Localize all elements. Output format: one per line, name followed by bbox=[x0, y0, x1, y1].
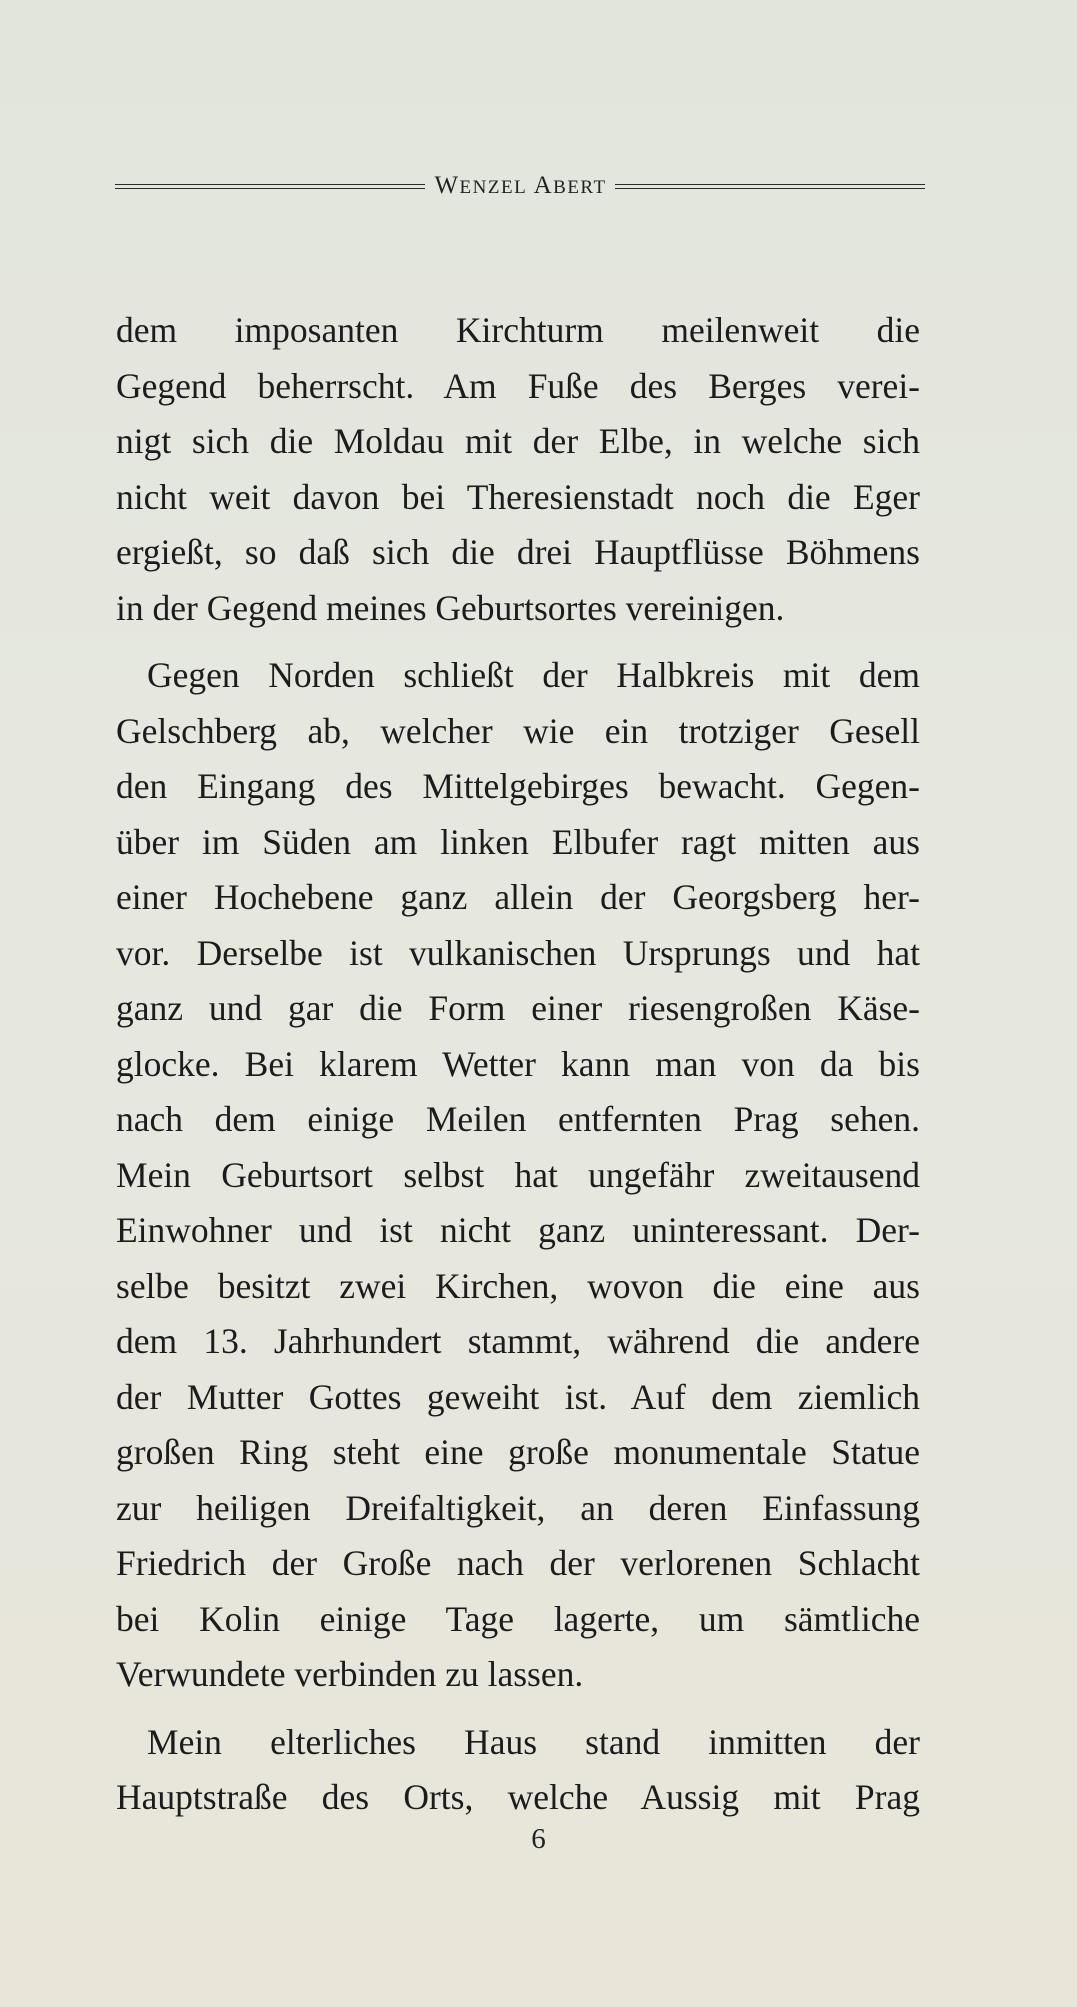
text-line: Gegen Norden schließt der Halbkreis mit dem bbox=[147, 655, 920, 695]
paragraph bbox=[116, 1715, 920, 1826]
text-line: großen Ring steht eine große monumentale Statue bbox=[116, 1432, 920, 1472]
text-line: Hauptstraße des Orts, welche Aussig mit Prag bbox=[116, 1777, 920, 1817]
text-line: über im Süden am linken Elbufer ragt mitten aus bbox=[116, 821, 920, 862]
text-line: den Eingang des Mittelgebirges bewacht. Gegen- bbox=[116, 766, 920, 806]
paragraph bbox=[116, 303, 920, 636]
header-rule-right bbox=[615, 184, 925, 189]
text-line: vor. Derselbe ist vulkanischen Ursprungs und hat bbox=[116, 932, 920, 973]
text-line: Mein elterliches Haus stand inmitten der bbox=[147, 1721, 920, 1762]
text-line: Verwundete verbinden zu lassen. bbox=[116, 1654, 584, 1694]
text-line: Gegend beherrscht. Am Fuße des Berges verei- bbox=[116, 365, 920, 406]
text-line: der Mutter Gottes geweiht ist. Auf dem ziemlich bbox=[116, 1376, 920, 1417]
text-line: nicht weit davon bei Theresienstadt noch die Eger bbox=[116, 476, 920, 517]
running-head-author: WENZEL ABERT bbox=[434, 172, 607, 199]
text-line: zur heiligen Dreifaltigkeit, an deren Einfassung bbox=[116, 1487, 920, 1528]
text-line: ganz und gar die Form einer riesengroßen Käse- bbox=[116, 988, 920, 1028]
text-line: in der Gegend meines Geburtsortes vereinigen. bbox=[116, 587, 785, 628]
text-line: ergießt, so daß sich die drei Hauptflüsse Böhmens bbox=[116, 532, 920, 572]
text-line: Einwohner und ist nicht ganz uninteressant. Der- bbox=[116, 1210, 920, 1250]
text-line: einer Hochebene ganz allein der Georgsberg her- bbox=[116, 877, 920, 917]
text-line: nigt sich die Moldau mit der Elbe, in welche sich bbox=[116, 421, 920, 461]
paragraph bbox=[116, 648, 920, 1703]
page-number: 6 bbox=[531, 1823, 546, 1855]
text-line: Friedrich der Große nach der verlorenen Schlacht bbox=[116, 1543, 920, 1583]
body-text bbox=[116, 303, 920, 1826]
text-line: bei Kolin einige Tage lagerte, um sämtliche bbox=[116, 1598, 920, 1639]
text-line: dem 13. Jahrhundert stammt, während die andere bbox=[116, 1321, 920, 1361]
text-line: glocke. Bei klarem Wetter kann man von da bis bbox=[116, 1043, 920, 1084]
text-line: Gelschberg ab, welcher wie ein trotziger Gesell bbox=[116, 710, 920, 751]
running-head bbox=[115, 168, 925, 204]
text-line: Mein Geburtsort selbst hat ungefähr zweitausend bbox=[116, 1154, 920, 1195]
text-line: dem imposanten Kirchturm meilenweit die bbox=[116, 310, 920, 350]
header-rule-left bbox=[115, 184, 425, 189]
text-line: selbe besitzt zwei Kirchen, wovon die eine aus bbox=[116, 1265, 920, 1306]
text-line: nach dem einige Meilen entfernten Prag sehen. bbox=[116, 1099, 920, 1139]
